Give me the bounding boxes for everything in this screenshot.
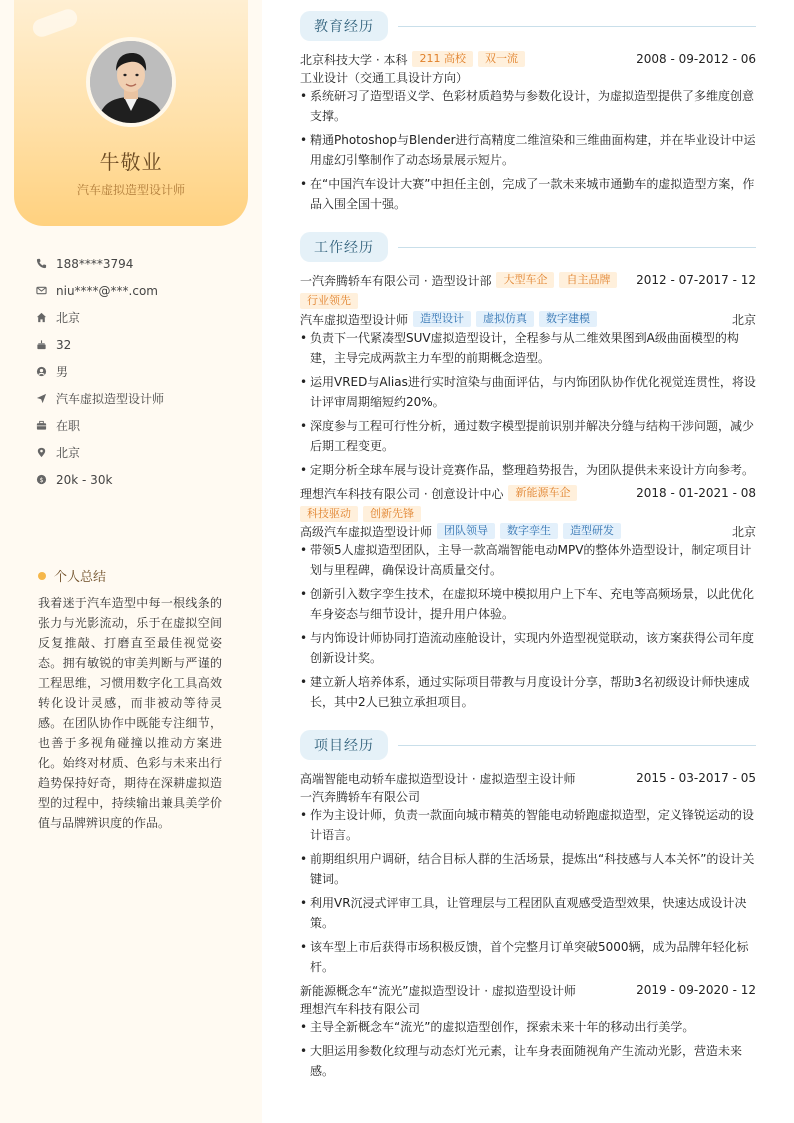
location-icon [36, 447, 47, 458]
section-divider [398, 247, 756, 248]
contact-email-value: niu****@***.com [56, 283, 158, 298]
job-position: 汽车虚拟造型设计师 [300, 312, 409, 327]
section-projects-title: 项目经历 [300, 730, 388, 760]
job-tag: 新能源车企 [508, 485, 577, 501]
job-skill-tag: 造型研发 [563, 523, 621, 539]
job-skill-tag: 数字建模 [539, 311, 597, 327]
job-header [300, 270, 756, 290]
summary-heading-label: 个人总结 [54, 570, 107, 585]
education-school: 北京科技大学 · 本科 [300, 52, 408, 67]
project-name: 高端智能电动轿车虚拟造型设计 · 虚拟造型主设计师 [300, 771, 576, 786]
sidebar [0, 0, 262, 1123]
send-icon [36, 393, 47, 404]
education-date: 2008 - 09-2012 - 06 [636, 52, 756, 66]
job-company: 理想汽车科技有限公司 · 创意设计中心 [300, 486, 504, 501]
job-position: 高级汽车虚拟造型设计师 [300, 524, 433, 539]
contact-phone [36, 250, 246, 277]
contact-target-position [36, 385, 246, 412]
job-tag: 自主品牌 [559, 272, 617, 288]
project-date: 2015 - 03-2017 - 05 [636, 771, 756, 785]
contact-target-position-value: 汽车虚拟造型设计师 [56, 392, 165, 406]
summary-dot-icon [38, 572, 46, 580]
cake-icon [36, 339, 47, 350]
phone-icon [36, 258, 47, 269]
contact-list [36, 250, 246, 493]
education-bullet: • 在“中国汽车设计大赛”中担任主创，完成了一款未来城市通勤车的虚拟造型方案，作品入围全国十强。 [300, 174, 756, 214]
contact-age [36, 331, 246, 358]
project-date: 2019 - 09-2020 - 12 [636, 983, 756, 997]
gender-icon [36, 366, 47, 377]
section-work-heading [300, 232, 756, 262]
section-work-title: 工作经历 [300, 232, 388, 262]
project-bullet: • 前期组织用户调研，结合目标人群的生活场景，提炼出“科技感与人本关怀”的设计关键词。 [300, 849, 756, 889]
job-skill-tag: 造型设计 [413, 311, 471, 327]
home-icon [36, 312, 47, 323]
contact-target-city [36, 439, 246, 466]
contact-salary-value: 20k - 30k [56, 472, 113, 487]
contact-phone-value: 188****3794 [56, 256, 134, 271]
briefcase-icon [36, 420, 47, 431]
project-header [300, 768, 756, 788]
job-header [300, 483, 756, 503]
job-skill-tag: 虚拟仿真 [476, 311, 534, 327]
education-bullet: • 精通Photoshop与Blender进行高精度二维渲染和三维曲面构建，并在毕业设计中运用虚幻引擎制作了动态场景展示短片。 [300, 130, 756, 170]
job-skill-tag: 团队领导 [437, 523, 495, 539]
summary-heading [38, 566, 106, 585]
job-bullet: • 负责下一代紧凑型SUV虚拟造型设计，全程参与从二维效果图到A级曲面模型的构建，主导完成两款主力车型的前期概念造型。 [300, 328, 756, 368]
project-bullet: • 主导全新概念车“流光”的虚拟造型创作，探索未来十年的移动出行美学。 [300, 1017, 756, 1037]
contact-residence-value: 北京 [56, 311, 81, 325]
job-date: 2012 - 07-2017 - 12 [636, 273, 756, 287]
contact-residence [36, 304, 246, 331]
job-bullet: • 带领5人虚拟造型团队，主导一款高端智能电动MPV的整体外造型设计，制定项目计划与里程碑，确保设计高质量交付。 [300, 540, 756, 580]
contact-gender [36, 358, 246, 385]
job-city: 北京 [731, 312, 756, 327]
section-divider [398, 745, 756, 746]
job-city: 北京 [731, 524, 756, 539]
job-tag: 行业领先 [300, 293, 358, 309]
project-org: 一汽奔腾轿车有限公司 [300, 789, 421, 804]
section-education-title: 教育经历 [300, 11, 388, 41]
project-header [300, 980, 756, 1000]
project-name: 新能源概念车“流光”虚拟造型设计 · 虚拟造型设计师 [300, 983, 576, 998]
job-tag-row [300, 291, 756, 311]
job-bullet: • 深度参与工程可行性分析，通过数字模型提前识别并解决分缝与结构干涉问题，减少后期工程变更。 [300, 416, 756, 456]
contact-age-value: 32 [56, 337, 72, 352]
job-skill-tag: 数字孪生 [500, 523, 558, 539]
job-position-row [300, 309, 756, 329]
education-tag: 211 高校 [412, 51, 473, 67]
project-bullet: • 作为主设计师，负责一款面向城市精英的智能电动轿跑虚拟造型，定义锋锐运动的设计语言。 [300, 805, 756, 845]
education-header [300, 49, 756, 69]
job-bullet: • 定期分析全球车展与设计竞赛作品，整理趋势报告，为团队提供未来设计方向参考。 [300, 460, 756, 480]
section-education-heading [300, 11, 756, 41]
contact-target-city-value: 北京 [56, 446, 81, 460]
project-bullet: • 大胆运用参数化纹理与动态灯光元素，让车身表面随视角产生流动光影，营造未来感。 [300, 1041, 756, 1081]
job-bullet: • 与内饰设计师协同打造流动座舱设计，实现内外造型视觉联动，该方案获得公司年度创新设计奖。 [300, 628, 756, 668]
section-divider [398, 26, 756, 27]
salary-icon [36, 474, 47, 485]
job-bullet: • 运用VRED与Alias进行实时渲染与曲面评估，与内饰团队协作优化视觉连贯性，将设计评审周期缩短约20%。 [300, 372, 756, 412]
job-tag: 大型车企 [496, 272, 554, 288]
section-projects-heading [300, 730, 756, 760]
job-bullet: • 建立新人培养体系，通过实际项目带教与月度设计分享，帮助3名初级设计师快速成长，其中2人已独立承担项目。 [300, 672, 756, 712]
job-bullet: • 创新引入数字孪生技术，在虚拟环境中模拟用户上下车、充电等高频场景，以此优化车身姿态与细节设计，提升用户体验。 [300, 584, 756, 624]
project-org: 理想汽车科技有限公司 [300, 1001, 421, 1016]
job-company: 一汽奔腾轿车有限公司 · 造型设计部 [300, 273, 492, 288]
job-position-row [300, 521, 756, 541]
avatar [86, 37, 176, 127]
summary-text: 我着迷于汽车造型中每一根线条的张力与光影流动，乐于在虚拟空间反复推敲、打磨直至最佳视觉姿态。拥有敏锐的审美判断与严谨的工程思维，习惯用数字化工具高效转化设计灵感，而非被动等待灵感。在团队协作中既能专注细节，也善于多视角碰撞以推动方案进化。始终对材质、色彩与未来出行趋势保持好奇，期待在深耕虚拟造型的过程中，持续输出兼具美学价值与品牌辨识度的作品。 [38, 596, 222, 830]
contact-status [36, 412, 246, 439]
project-bullet: • 利用VR沉浸式评审工具，让管理层与工程团队直观感受造型效果，快速达成设计决策。 [300, 893, 756, 933]
education-bullet: • 系统研习了造型语义学、色彩材质趋势与参数化设计，为虚拟造型提供了多维度创意支撑。 [300, 86, 756, 126]
education-major: 工业设计（交通工具设计方向） [300, 70, 469, 85]
job-tag: 创新先锋 [363, 506, 421, 522]
job-tag: 科技驱动 [300, 506, 358, 522]
contact-status-value: 在职 [56, 419, 81, 433]
contact-email [36, 277, 246, 304]
contact-gender-value: 男 [56, 365, 69, 379]
education-tag: 双一流 [478, 51, 525, 67]
svg-text:$: $ [39, 475, 44, 484]
profile-title: 汽车虚拟造型设计师 [76, 183, 185, 197]
project-bullet: • 该车型上市后获得市场积极反馈，首个完整月订单突破5000辆，成为品牌年轻化标杆。 [300, 937, 756, 977]
profile-name: 牛敬业 [99, 150, 163, 174]
mail-icon [36, 285, 47, 296]
job-date: 2018 - 01-2021 - 08 [636, 486, 756, 500]
contact-salary [36, 466, 246, 493]
